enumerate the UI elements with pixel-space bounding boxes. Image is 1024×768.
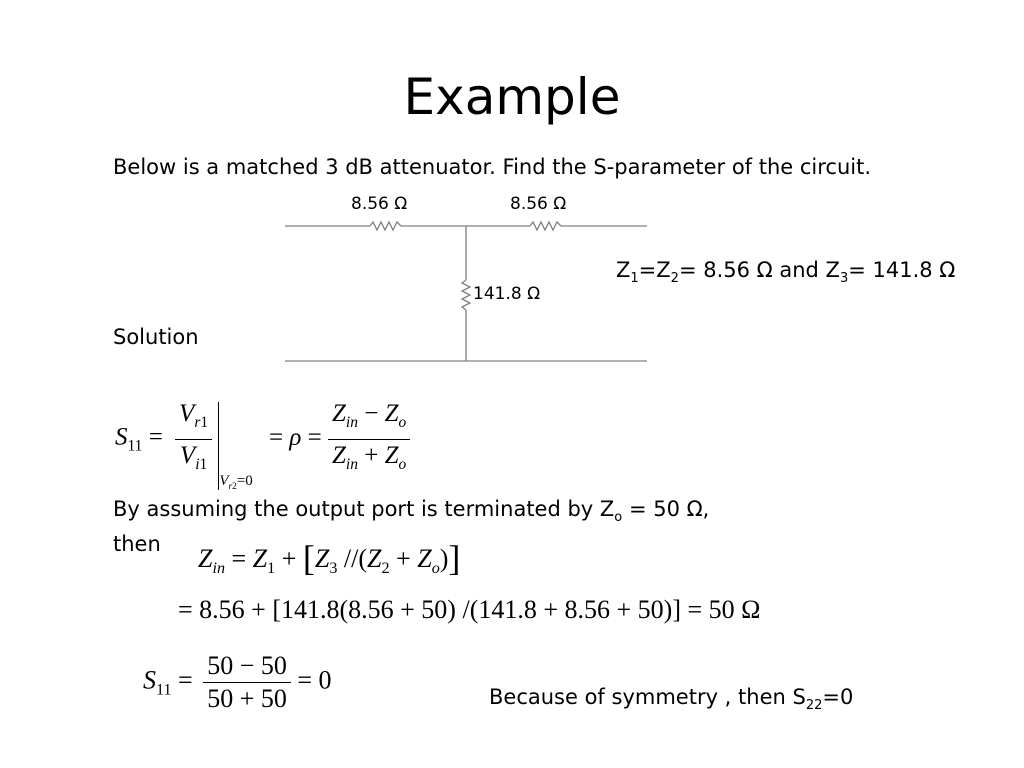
r2-label: 8.56 Ω: [510, 194, 567, 214]
assumption-text: By assuming the output port is terminated by $Z_o = 50$ Ω,: [113, 497, 710, 526]
solution-label: Solution: [113, 325, 199, 349]
slide-title: Example: [403, 68, 621, 126]
s11-result-equation: $S_{11}$ = $\frac{50 - 50}{50 + 50}$ = 0: [143, 651, 332, 713]
symmetry-note: Because of symmetry , then $S_{22}=0$: [489, 685, 854, 714]
r3-label: 141.8 Ω: [473, 284, 541, 304]
s11-definition-equation: $S_{11}$ = $\frac{V_{r1}}{V_{i1}}$ $_{V_{r2}=0}$ = ρ = $\frac{Z_{in} - Z_o}{Z_{in} + Z_o}$: [115, 388, 410, 492]
resistor-r3: [462, 280, 470, 310]
resistor-r2: [530, 222, 561, 230]
then-text: then: [113, 532, 161, 556]
r1-label: 8.56 Ω: [351, 194, 408, 214]
impedance-note: $Z_1=Z_2= 8.56$ Ω and $Z_3= 141.8$ Ω: [616, 258, 956, 287]
resistor-r1: [370, 222, 401, 230]
zin-equation: $Z_{in} = Z_1 + [Z_3$ $//(Z_2 + Z_o)$]: [198, 538, 461, 578]
intro-text: Below is a matched 3 dB attenuator. Find the S-parameter of the circuit.: [113, 155, 872, 179]
zin-numeric-equation: = 8.56 + [141.8(8.56 + 50) /(141.8 + 8.56 + 50)] = 50 Ω: [178, 595, 761, 624]
